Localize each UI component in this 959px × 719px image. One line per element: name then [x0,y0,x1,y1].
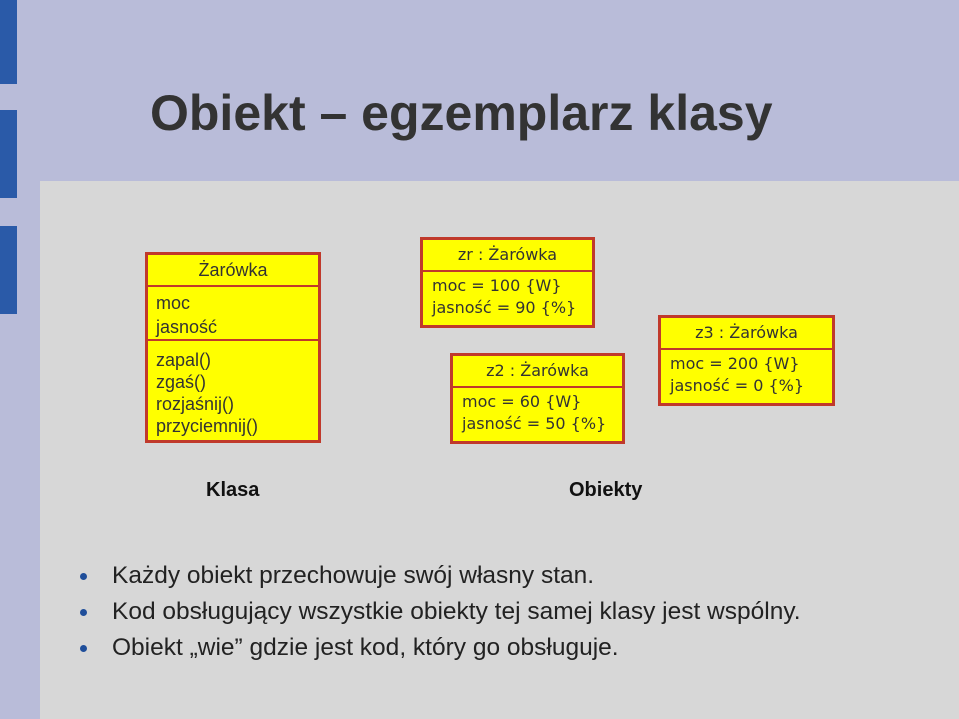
left-accent-bar-top [0,0,17,84]
label-class: Klasa [206,479,260,501]
left-accent-bar-middle [0,110,17,198]
class-attributes [148,287,318,341]
object-name: z2 : Żarówka [453,356,622,388]
object-attribute: moc = 100 {W} [432,276,562,295]
bullet-text: Każdy obiekt przechowuje swój własny stan. [112,562,595,589]
bullet-text: Obiekt „wie” gdzie jest kod, który go obsługuje. [112,634,619,661]
class-operation: rozjaśnij() [156,394,235,414]
object-attribute: jasność = 50 {%} [462,414,607,433]
bullet-list [78,558,801,666]
object-attribute: moc = 200 {W} [670,354,800,373]
bullet-dot-icon [80,645,87,652]
object-attribute: jasność = 0 {%} [670,376,805,395]
label-objects: Obiekty [569,479,643,501]
left-accent-bar-bottom [0,226,17,314]
class-operations [148,341,318,437]
class-operation: zgaś() [156,372,207,392]
object-box-z3 [658,315,835,406]
bullet-dot-icon [80,573,87,580]
object-attributes [453,388,622,435]
object-name: zr : Żarówka [423,240,592,272]
object-attribute: jasność = 90 {%} [432,298,577,317]
object-attributes [423,272,592,319]
bullet-item [78,594,801,630]
bullet-item [78,558,801,594]
class-box-zarowka [145,252,321,443]
object-box-z2 [450,353,625,444]
class-operation: zapal() [156,350,212,370]
object-box-zr [420,237,595,328]
object-attributes [661,350,832,397]
slide-title: Obiekt – egzemplarz klasy [150,85,773,141]
class-attribute: moc [156,293,191,313]
bullet-dot-icon [80,609,87,616]
bullet-item [78,630,801,666]
object-attribute: moc = 60 {W} [462,392,582,411]
class-operation: przyciemnij() [156,416,259,436]
bullet-text: Kod obsługujący wszystkie obiekty tej samej klasy jest wspólny. [112,598,801,625]
class-attribute: jasność [156,317,218,337]
class-name: Żarówka [148,255,318,287]
object-name: z3 : Żarówka [661,318,832,350]
